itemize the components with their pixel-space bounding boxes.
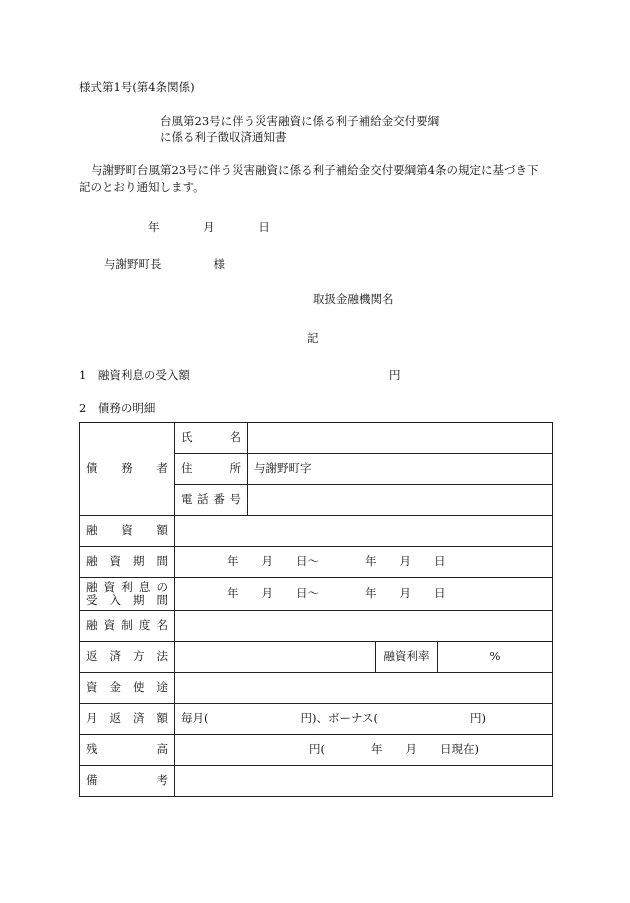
loan-system-field[interactable] (175, 611, 553, 642)
interest-rate-label: 融資利率 (376, 642, 438, 673)
fund-use-label: 資金使途 (80, 673, 175, 704)
addressee (104, 257, 225, 273)
body-text (79, 163, 559, 197)
interest-period-field[interactable]: 年 月 日～ 年 月 日 (175, 578, 553, 611)
repayment-method-field[interactable] (175, 642, 376, 673)
document-title (160, 114, 439, 146)
item1-label: 1 融資利息の受入額 (79, 368, 190, 382)
addressee-name: 与謝野町長 (104, 257, 162, 271)
date-line (148, 220, 292, 236)
name-field[interactable] (248, 423, 553, 454)
address-field[interactable]: 与謝野町字 (248, 454, 553, 485)
addressee-honorific: 様 (213, 257, 225, 271)
debtor-label: 債務者 (80, 423, 175, 516)
date-year: 年 (148, 220, 160, 234)
ki-heading: 記 (307, 331, 319, 345)
debt-details-table (79, 422, 553, 797)
remarks-label: 備考 (80, 766, 175, 797)
date-day: 日 (258, 220, 270, 234)
item1-interest-received (79, 368, 401, 384)
address-label: 住所 (175, 454, 248, 485)
item2-debt-details: 2 債務の明細 (79, 401, 156, 415)
title-line-1: 台風第23号に伴う災害融資に係る利子補給金交付要綱 (160, 114, 440, 128)
item1-unit: 円 (389, 368, 401, 382)
interest-period-label (80, 578, 175, 611)
loan-system-label: 融資制度名 (80, 611, 175, 642)
interest-period-label-line1: 融資利息の (86, 580, 168, 595)
loan-period-field[interactable]: 年 月 日～ 年 月 日 (175, 547, 553, 578)
interest-rate-field[interactable]: % (438, 642, 553, 673)
monthly-repayment-label: 月返済額 (80, 704, 175, 735)
loan-period-label: 融資期間 (80, 547, 175, 578)
remarks-field[interactable] (175, 766, 553, 797)
loan-amount-field[interactable] (175, 516, 553, 547)
phone-field[interactable] (248, 485, 553, 516)
name-label: 氏名 (175, 423, 248, 454)
institution-label: 取扱金融機関名 (313, 292, 394, 306)
date-month: 月 (203, 220, 215, 234)
balance-field[interactable]: 円( 年 月 日現在) (175, 735, 553, 766)
loan-amount-label: 融資額 (80, 516, 175, 547)
fund-use-field[interactable] (175, 673, 553, 704)
title-line-2: に係る利子徴収済通知書 (160, 130, 287, 144)
repayment-method-label: 返済方法 (80, 642, 175, 673)
balance-label: 残高 (80, 735, 175, 766)
phone-label: 電話番号 (175, 485, 248, 516)
interest-period-label-line2: 受入期間 (86, 593, 168, 607)
form-number: 様式第1号(第4条関係) (79, 80, 195, 94)
monthly-repayment-field[interactable]: 毎月( 円)、ボーナス( 円) (175, 704, 553, 735)
body-line-2: 記のとおり通知します。 (79, 180, 205, 194)
body-line-1: 与謝野町台風第23号に伴う災害融資に係る利子補給金交付要綱第4条の規定に基づき下 (91, 163, 539, 177)
